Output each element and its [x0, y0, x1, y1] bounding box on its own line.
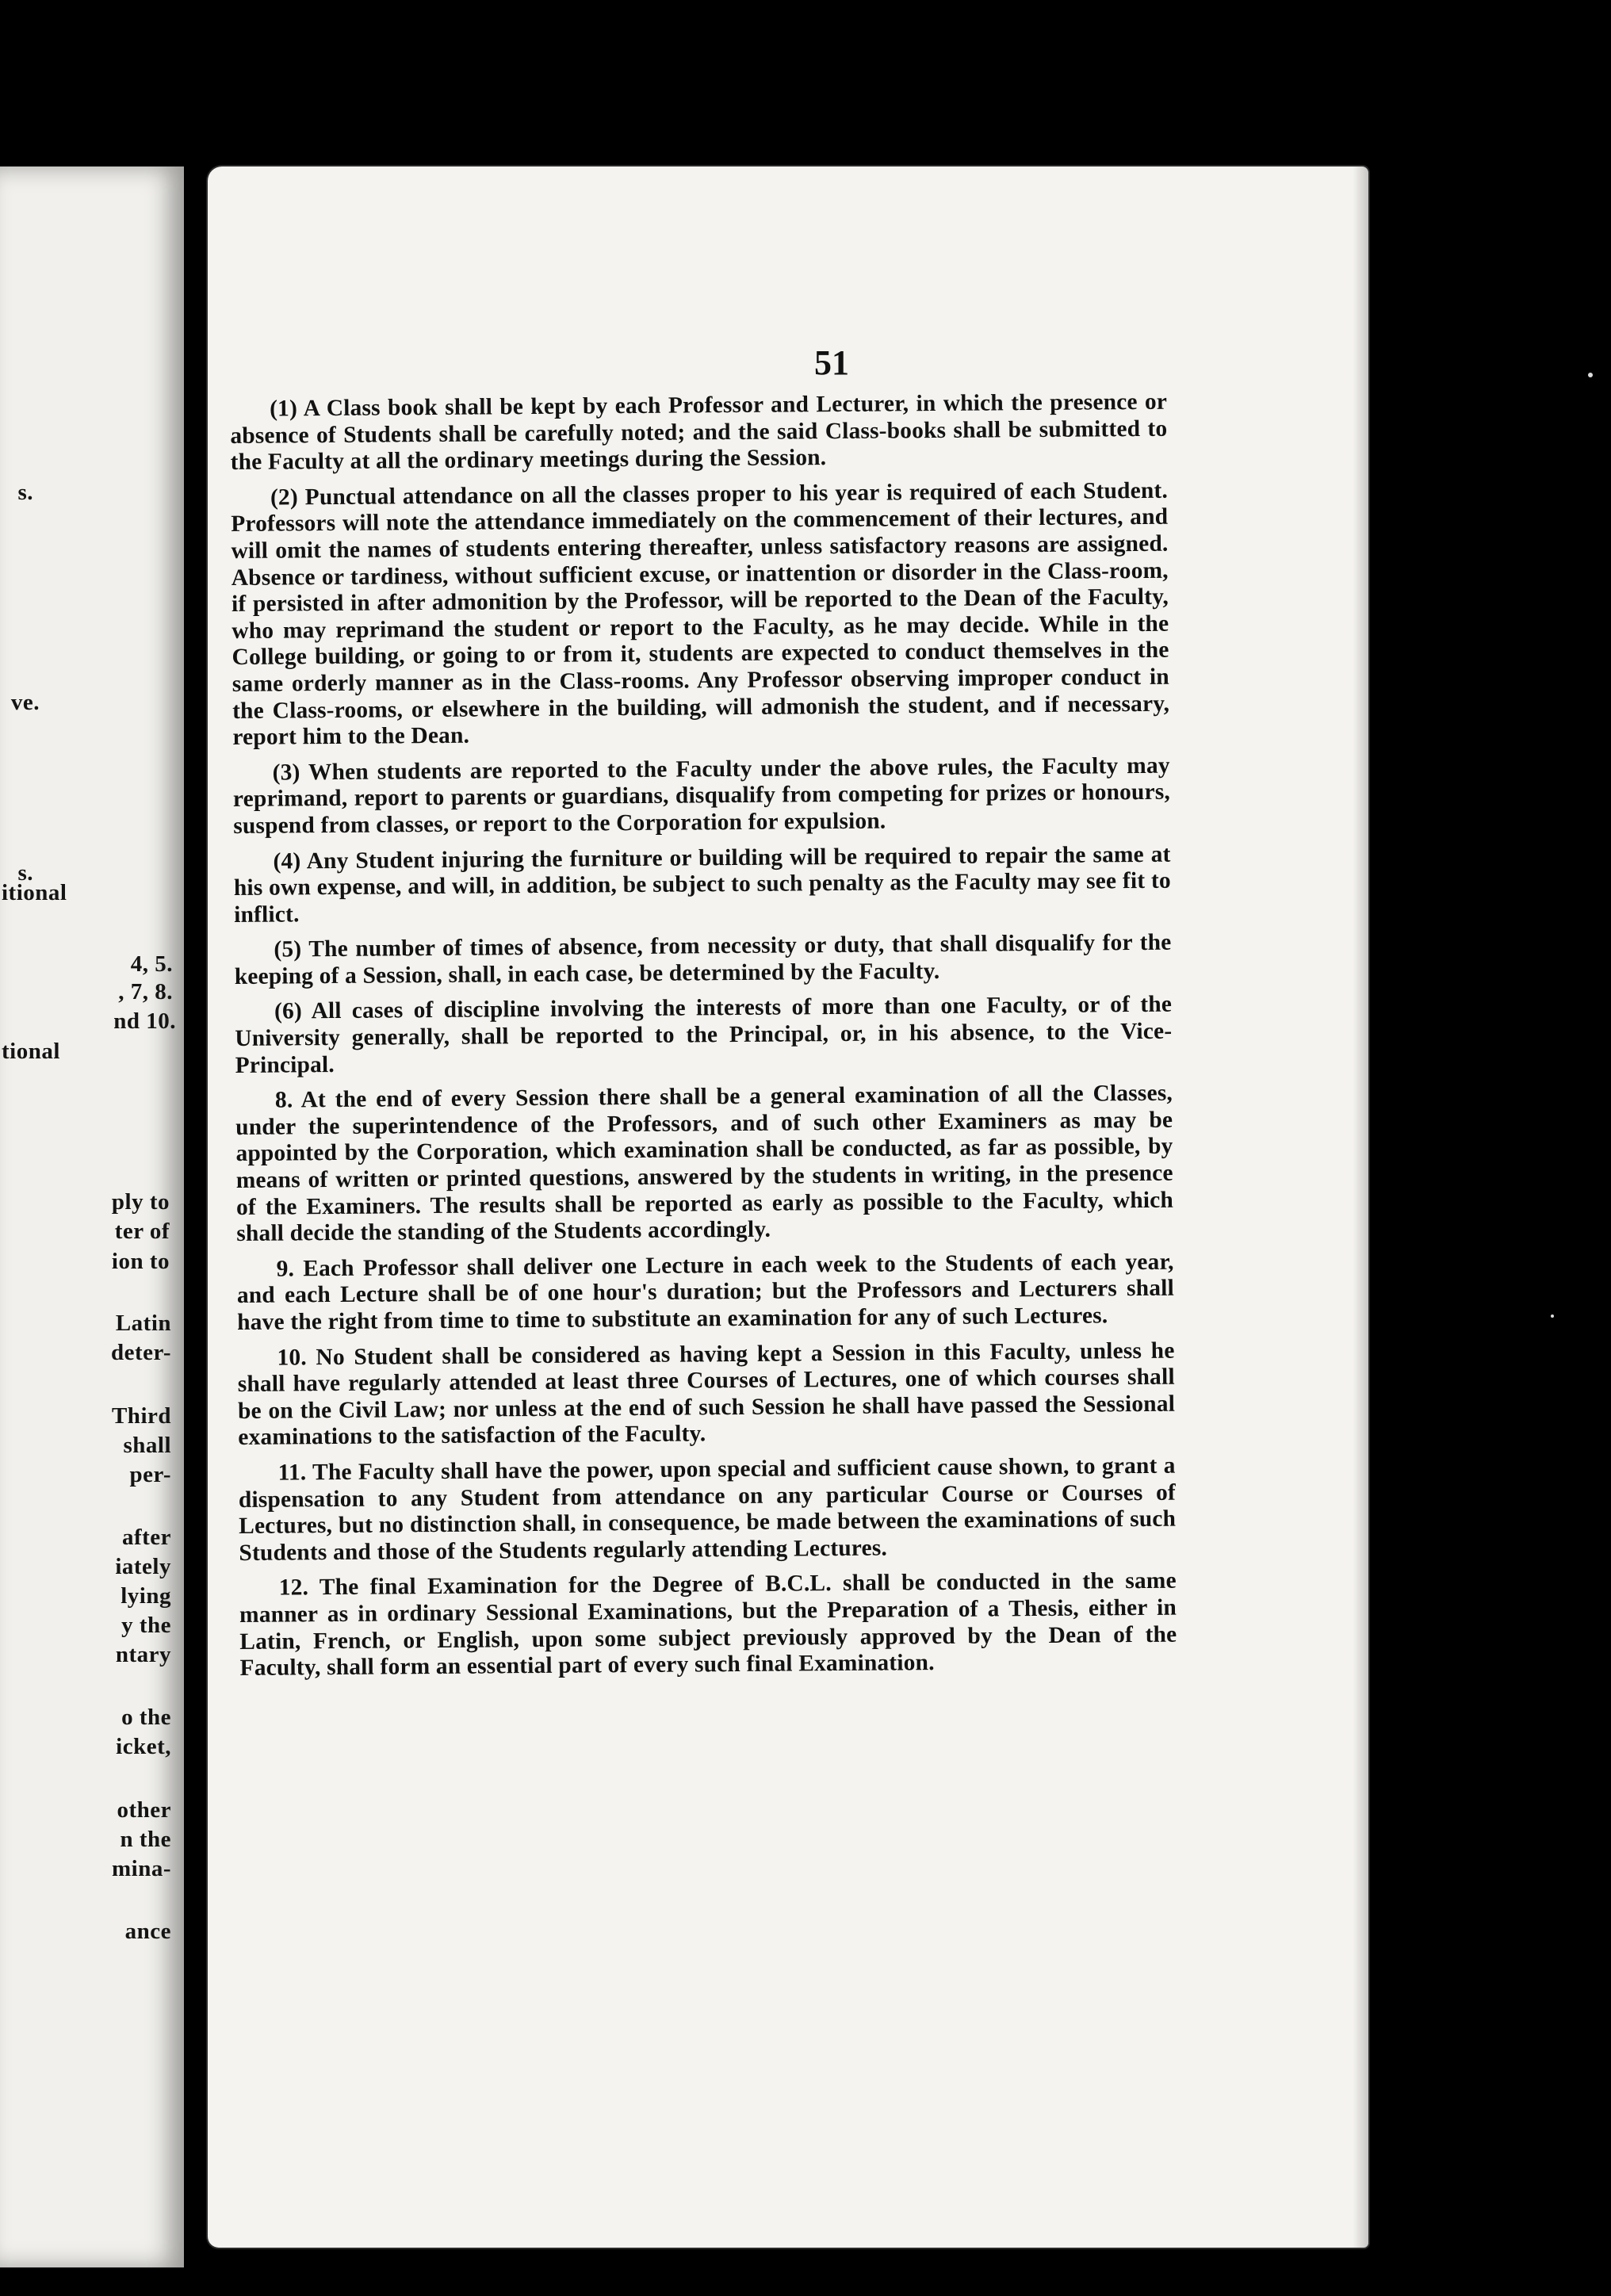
left-page-fragment: n the: [120, 1827, 171, 1852]
left-page-fragment: lying: [121, 1583, 171, 1609]
paragraph-10: 10. No Student shall be considered as having kept a Session in this Faculty, unless he shall have regularly attended at least three Courses of Lectures, one of which courses shall be on the Civil Law; nor unless at the end of such Session he shall have passed the Sessional examinations to the satisfaction of the Faculty.: [237, 1337, 1176, 1451]
left-page-fragment: y the: [121, 1613, 171, 1638]
left-page-fragment: itional: [2, 880, 67, 905]
left-page-fragment: shall: [123, 1433, 171, 1458]
scan-speck: [1551, 1314, 1554, 1318]
left-page-fragment: iately: [115, 1554, 171, 1579]
left-page-fragment: Third: [111, 1403, 171, 1429]
left-page-fragment: icket,: [116, 1734, 171, 1759]
left-page-fragment: ion to: [111, 1249, 170, 1274]
page-body: [230, 389, 1180, 1966]
paragraph-1: (1) A Class book shall be kept by each Professor and Lecturer, in which the presence or absence of Students shall be carefully noted; and the said Class-books shall be submitted to the Faculty at all the ordinary meetings during the Session.: [230, 388, 1168, 476]
left-page-fragment: tional: [2, 1039, 60, 1064]
scan-speck: [1588, 373, 1593, 377]
paragraph-9: 9. Each Professor shall deliver one Lecture in each week to the Students of each year, and each Lecture shall be of one hour's duration; but the Professors and Lecturers shall have the right from time to time to substitute an examination for any of such Lectures.: [236, 1249, 1174, 1335]
left-page-fragment: o the: [121, 1705, 171, 1730]
paragraph-3: (3) When students are reported to the Faculty under the above rules, the Faculty may reprimand, report to parents or guardians, disqualify from competing for prizes or honours, suspend from classes, or report to the Corporation for expulsion.: [232, 752, 1171, 839]
left-page-fragment: ter of: [114, 1219, 170, 1244]
left-page-fragment: ply to: [111, 1189, 170, 1215]
left-page-fragment: ve.: [10, 690, 40, 715]
paragraph-4: (4) Any Student injuring the furniture or building will be required to repair the same at his own expense, and will, in addition, be subject to such penalty as the Faculty may see fit to inflict.: [233, 841, 1171, 928]
left-page-fragment: per-: [129, 1462, 171, 1487]
paragraph-11: 11. The Faculty shall have the power, upon special and sufficient cause shown, to grant a dispensation to any Student from attendance on any particular Course or Courses of Lectures, but no distinction shall, in consequence, be made between the examinations of such Students and those of the Students regularly attending Lectures.: [238, 1452, 1177, 1566]
page-edge-shadow: [1353, 166, 1368, 2248]
left-page-fragment: deter-: [111, 1340, 171, 1365]
paragraph-8: 8. At the end of every Session there shall be a general examination of all the Classes, under the superintendence of the Professors, and of such other Examiners as may be appointed by the Corporation, which examination shall be conducted, as far as possible, by means of written or printed questions, answered by the students in writing, in the presence of the Examiners. The results shall be reported as early as possible to the Faculty, which shall decide the standing of the Students accordingly.: [235, 1080, 1174, 1247]
left-page-fragment: s.: [17, 480, 33, 505]
paragraph-2: (2) Punctual attendance on all the classes proper to his year is required of each Student. Professors will note the attendance immediately on the commencement of their lectures, and will omit the names of students entering thereafter, unless satisfactory reasons are assigned. Absence or tardiness, without sufficient excuse, or inattention or disorder in the Class-room, if persisted in after admonition by the Professor, will be reported to the Dean of the Faculty, who may reprimand the student or report to the Faculty, as he may decide. While in the College building, or going to or from it, students are expected to conduct themselves in the same orderly manner as in the Class-rooms. Any Professor observing improper conduct in the Class-rooms, or elsewhere in the building, will admonish the student, and if necessary, report him to the Dean.: [231, 477, 1170, 751]
left-page-fragment: ntary: [115, 1642, 171, 1667]
left-page-fragment: nd 10.: [113, 1008, 176, 1034]
left-page-fragment: mina-: [112, 1856, 171, 1881]
paragraph-5: (5) The number of times of absence, from necessity or duty, that shall disqualify for the keeping of a Session, shall, in each case, be determined by the Faculty.: [234, 929, 1172, 989]
paragraph-6: (6) All cases of discipline involving the interests of more than one Faculty, or of the University generally, shall be reported to the Principal, or, in his absence, to the Vice-Principal.: [235, 992, 1173, 1078]
page-number: 51: [814, 343, 849, 382]
left-page-fragment: 4, 5.: [130, 951, 173, 977]
left-page-fragment: other: [117, 1797, 171, 1823]
left-page-fragment: after: [121, 1525, 171, 1550]
left-page-fragment: s.: [17, 860, 33, 886]
paragraph-12: 12. The final Examination for the Degree of B.C.L. shall be conducted in the same manner as in ordinary Sessional Examinations, but the Preparation of a Thesis, either in Latin, French, or English, upon some subject previously approved by the Dean of the Faculty, shall form an essential part of every such final Examination.: [239, 1568, 1177, 1682]
left-page-fragment: , 7, 8.: [118, 979, 173, 1004]
left-page-fragment: Latin: [115, 1311, 171, 1336]
previous-page: [0, 166, 184, 2267]
left-page-fragment: ance: [124, 1919, 171, 1944]
